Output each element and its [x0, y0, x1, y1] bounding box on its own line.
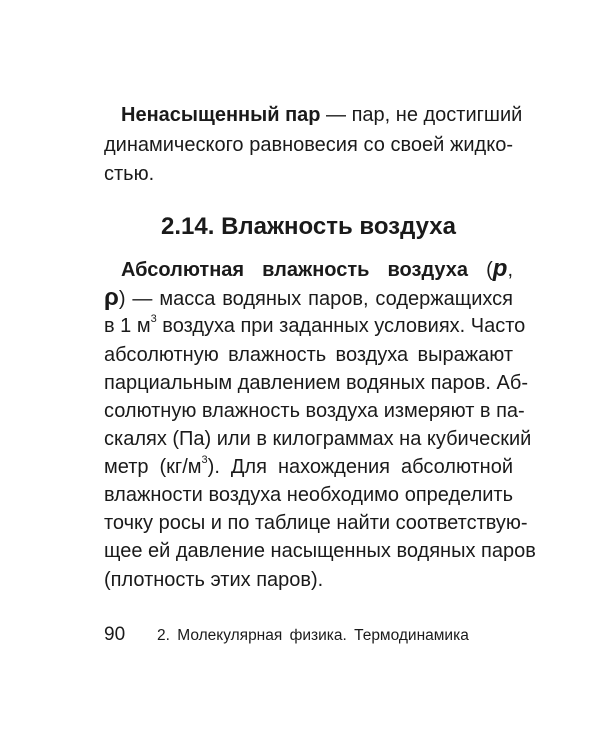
- text-line: (плотность этих паров).: [104, 569, 324, 591]
- text: воздуха при заданных условиях. Часто: [156, 315, 526, 337]
- superscript: 3: [150, 313, 157, 325]
- text: (: [486, 259, 493, 281]
- term: Абсолютная влажность воздуха: [121, 259, 468, 281]
- superscript: 3: [201, 454, 208, 466]
- text-line: стью.: [104, 163, 155, 185]
- text: ,: [507, 259, 513, 281]
- text-line: щее ей давление насыщенных водяных паров: [104, 540, 536, 562]
- text-line: динамического равновесия со своей жидко-: [104, 134, 513, 156]
- text-line: [104, 312, 526, 340]
- running-title: 2. Молекулярная физика. Термодинамика: [157, 627, 469, 644]
- text-line: [104, 453, 513, 481]
- text-line: точку росы и по таблице найти соответствую-: [104, 512, 528, 534]
- symbol-rho: ρ: [104, 284, 119, 311]
- text: в 1 м: [104, 315, 151, 337]
- text-line: [121, 101, 523, 129]
- text-line: скалях (Па) или в килограммах на кубический: [104, 428, 532, 450]
- page-number: 90: [104, 624, 126, 645]
- text-line: [121, 255, 513, 284]
- section-heading: 2.14. Влажность воздуха: [161, 213, 456, 240]
- text: ). Для нахождения абсолютной: [207, 456, 514, 478]
- text-line: влажности воздуха необходимо определить: [104, 484, 513, 506]
- text-line: парциальным давлением водяных паров. Аб-: [104, 372, 528, 394]
- text: — пар, не достигший: [320, 104, 523, 126]
- text: метр (кг/м: [104, 456, 202, 478]
- term: Ненасыщенный пар: [121, 104, 321, 126]
- text-line: солютную влажность воздуха измеряют в па-: [104, 400, 525, 422]
- symbol-p: p: [492, 255, 508, 282]
- text-line: [104, 284, 513, 313]
- text: ) — масса водяных паров, содержащихся: [118, 288, 513, 310]
- text-line: абсолютную влажность воздуха выражают: [104, 344, 513, 366]
